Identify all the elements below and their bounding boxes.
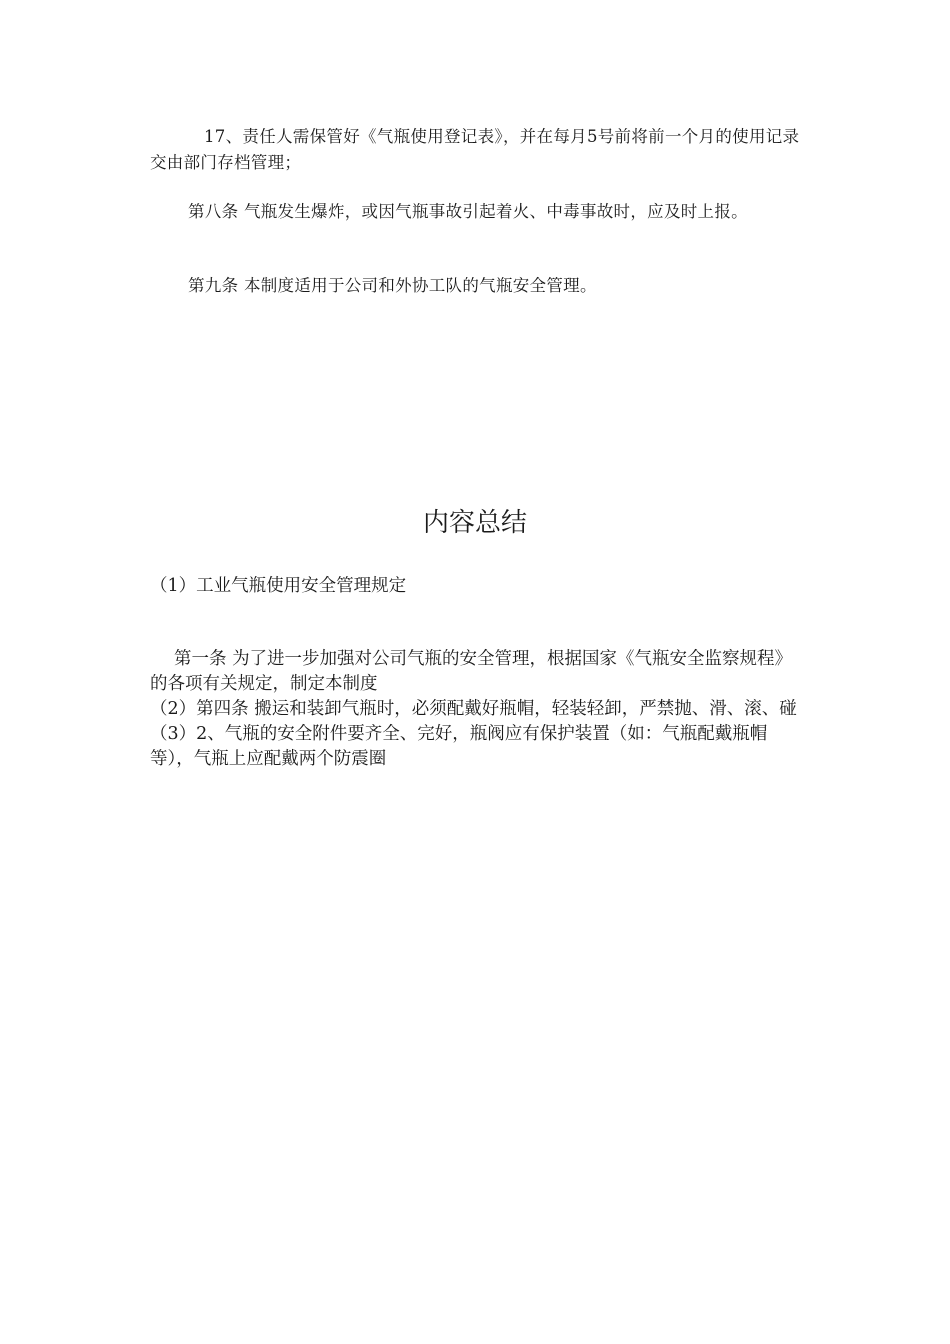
summary-article-1: 第一条 为了进一步加强对公司气瓶的安全管理，根据国家《气瓶安全监察规程》的各项有关规定，制定本制度: [150, 649, 793, 694]
paragraph-article-8: 第八条 气瓶发生爆炸，或因气瓶事故引起着火、中毒事故时，应及时上报。: [188, 202, 748, 221]
summary-item-2: （2）第四条 搬运和装卸气瓶时，必须配戴好瓶帽，轻装轻卸，严禁抛、滑、滚、碰: [150, 699, 797, 719]
summary-item-3: （3）2、气瓶的安全附件要齐全、完好，瓶阀应有保护装置（如：气瓶配戴瓶帽等），气瓶上应配戴两个防震圈: [150, 724, 768, 769]
paragraph-article-9: 第九条 本制度适用于公司和外协工队的气瓶安全管理。: [188, 276, 597, 295]
summary-title: 内容总结: [422, 508, 527, 538]
paragraph-item-17: 17、责任人需保管好《气瓶使用登记表》，并在每月5号前将前一个月的使用记录交由部门存档管理；: [150, 127, 800, 172]
summary-details: [150, 647, 800, 772]
summary-item-1: （1）工业气瓶使用安全管理规定: [150, 576, 407, 596]
